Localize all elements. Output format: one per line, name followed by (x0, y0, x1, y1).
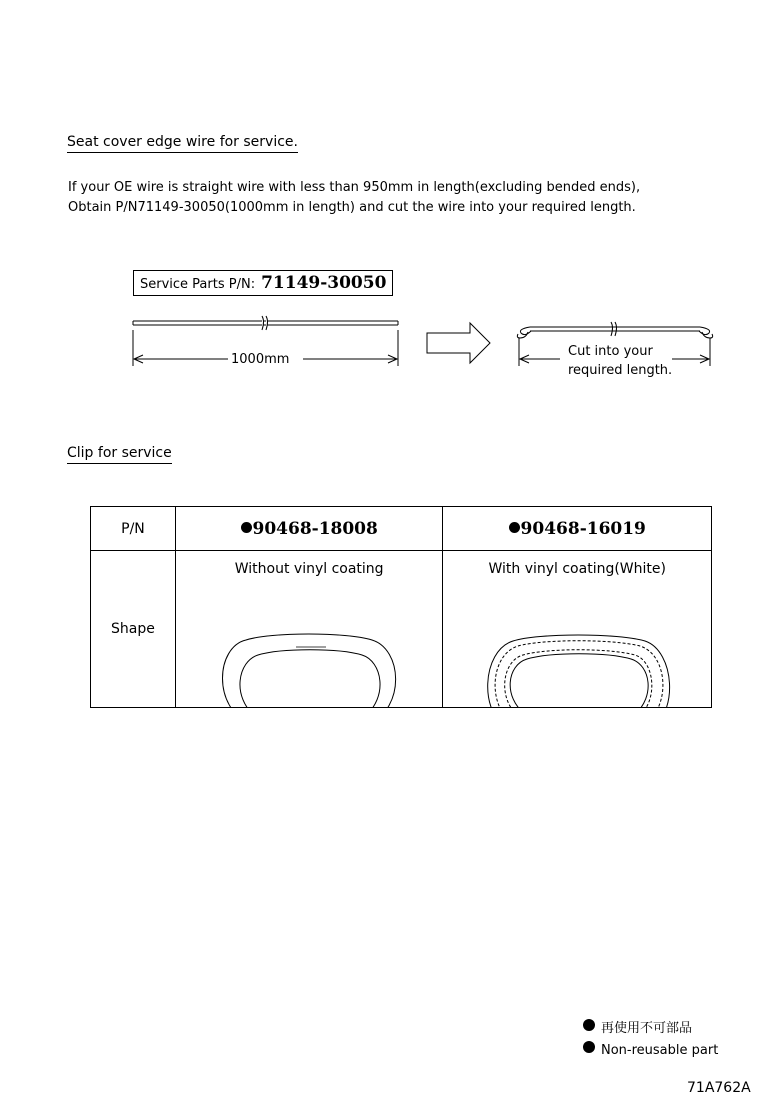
cut-label-line-1: Cut into your (568, 344, 653, 359)
wire-instruction-line-2: Obtain P/N71149-30050(1000mm in length) and cut the wire into your required length. (68, 200, 636, 215)
pn-header: P/N (91, 507, 176, 551)
wire-section-heading: Seat cover edge wire for service. (67, 134, 298, 153)
legend-english (583, 1041, 718, 1061)
shape-description: Without vinyl coating (234, 561, 384, 577)
clip-section-heading: Clip for service (67, 445, 172, 464)
bent-wire (517, 322, 712, 338)
table-row (91, 551, 712, 708)
non-reusable-dot-icon (583, 1019, 595, 1031)
part-number-cell (175, 507, 443, 551)
non-reusable-dot-icon (241, 522, 252, 533)
legend-english-text: Non-reusable part (601, 1043, 719, 1058)
part-number: 90468-18008 (252, 518, 378, 539)
clip-uncoated-drawing (176, 551, 444, 707)
part-number: 90468-16019 (520, 518, 646, 539)
non-reusable-dot-icon (509, 522, 520, 533)
arrow-right-icon (427, 323, 490, 363)
service-parts-number: 71149-30050 (261, 273, 387, 293)
shape-description: With vinyl coating(White) (488, 561, 666, 577)
figure-code: 71A762A (687, 1080, 751, 1096)
wire-instruction-line-1: If your OE wire is straight wire with less than 950mm in length(excluding bended ends), (68, 180, 641, 195)
clip-table (90, 506, 712, 708)
shape-cell (175, 551, 443, 708)
cut-label-line-2: required length. (568, 363, 673, 378)
length-label: 1000mm (231, 352, 290, 367)
part-number-cell (443, 507, 712, 551)
non-reusable-dot-icon (583, 1041, 595, 1053)
clip-coated-drawing (443, 551, 712, 707)
legend-japanese (583, 1019, 692, 1039)
service-parts-label: Service Parts P/N: (140, 277, 256, 292)
shape-cell (443, 551, 712, 708)
shape-header: Shape (91, 551, 176, 708)
table-row (91, 507, 712, 551)
legend-japanese-text: 再使用不可部品 (601, 1021, 693, 1036)
straight-wire (133, 316, 398, 330)
